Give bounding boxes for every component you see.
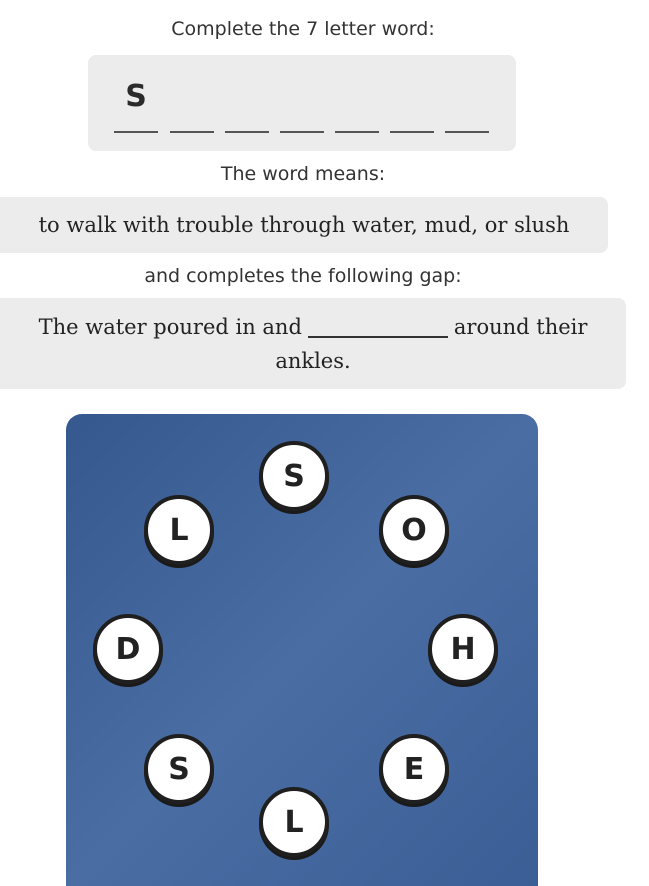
slot-underline — [390, 131, 434, 133]
letter-slot-3[interactable] — [225, 55, 269, 151]
letter-tile-s-left[interactable]: S — [144, 734, 214, 804]
letter-slot-1[interactable] — [114, 55, 158, 151]
letter-slot-2[interactable] — [170, 55, 214, 151]
letter-tile-e[interactable]: E — [379, 734, 449, 804]
sentence-after: around their ankles. — [275, 315, 588, 373]
letter-slot-char: S — [125, 79, 147, 114]
means-label: The word means: — [220, 163, 386, 185]
slot-underline — [280, 131, 324, 133]
slot-underline — [445, 131, 489, 133]
sentence-before: The water poured in and — [38, 315, 302, 339]
letter-slot-5[interactable] — [335, 55, 379, 151]
letter-wheel — [66, 414, 538, 886]
slot-underline — [225, 131, 269, 133]
prompt-text: Complete the 7 letter word: — [171, 18, 435, 40]
letter-tile-h[interactable]: H — [428, 614, 498, 684]
letter-slot-6[interactable] — [390, 55, 434, 151]
slot-underline — [335, 131, 379, 133]
word-slots — [88, 55, 516, 151]
slot-underline — [170, 131, 214, 133]
letter-slot-7[interactable] — [445, 55, 489, 151]
gap-sentence — [0, 298, 626, 389]
letter-tile-l-top[interactable]: L — [144, 495, 214, 565]
letter-tile-o[interactable]: O — [379, 495, 449, 565]
definition-text: to walk with trouble through water, mud, or slush — [0, 197, 608, 253]
letter-tile-l-bottom[interactable]: L — [259, 787, 329, 857]
letter-tile-s-top[interactable]: S — [259, 441, 329, 511]
letter-slot-4[interactable] — [280, 55, 324, 151]
letter-tile-d[interactable]: D — [93, 614, 163, 684]
slot-underline — [114, 131, 158, 133]
sentence-blank — [308, 336, 448, 338]
gap-label: and completes the following gap: — [144, 265, 462, 287]
